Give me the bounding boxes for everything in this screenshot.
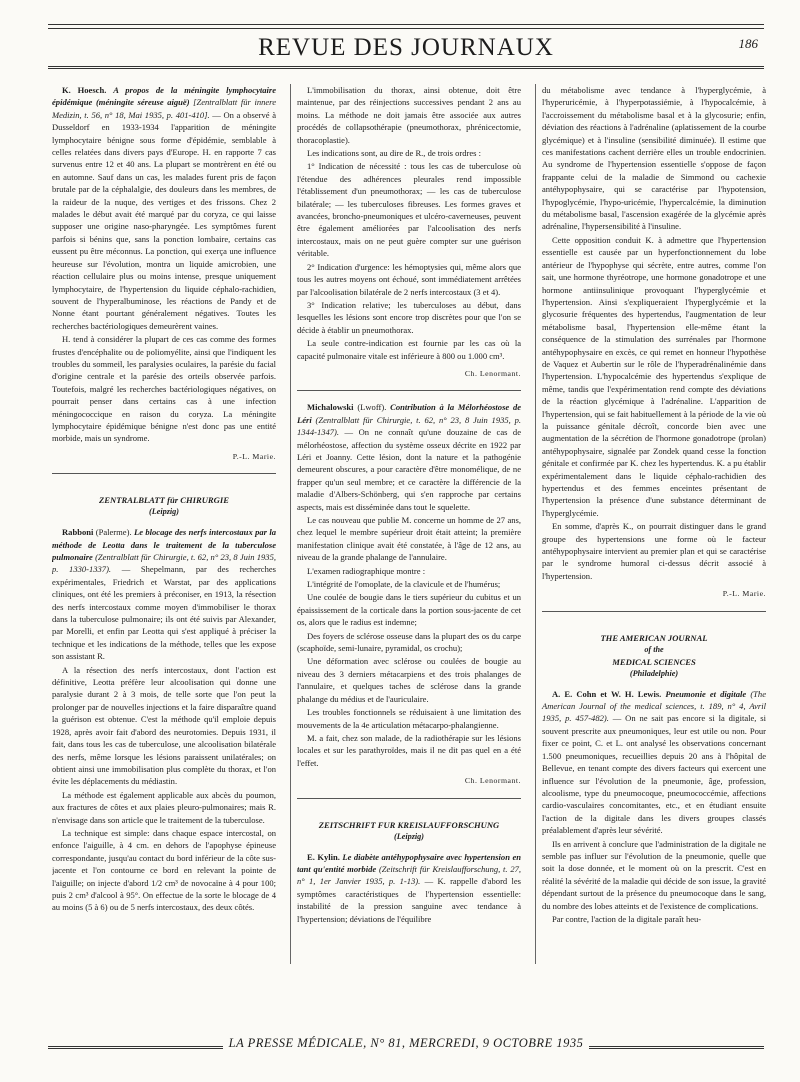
article-paragraph: Le cas nouveau que publie M. concerne un homme de 27 ans, chez lequel le membre supérieur droit était atteint; la première manifestation clinique avait été constatée, à l'âge de 12 ans, au niveau de la grande phalange de l'annulaire. [297, 515, 521, 563]
article-citation: (The American Journal of the medical sciences, t. 189, n° 4, Avril 1935, p. 457-482). [542, 688, 766, 724]
article-paragraph: En somme, d'après K., on pourrait distinguer dans le grand groupe des hypertensions une forme où le facteur antéhypophysaire intervient au premier plan et qui se caractérise par le syndrome humoral ci-dessus décrit associé à l'hypertension. [542, 521, 766, 581]
journal-name-part: MEDICAL SCIENCES [612, 656, 696, 667]
article-text: — On ne sait pas encore si la digitale, si souvent prescrite aux pneumoniques, leur est utile ou non. Pour fixer ce point, C. et L. ont analysé les observations concernant 1.500 pneumoniques, recueillies depuis 20 ans à l'hôpital de Bellevue, en tenant compte des divers facteurs qui exercent une influence sur l'évolution de la pneumonie, âge, profession, alcoolisme, type du pneumocoque, pneumococcémie, affections cardio-vasculaires concomitantes, etc., et en étudiant ensuite l'action de la digitale dans les divers groupes classés préalablement d'après leur sévérité. [542, 713, 766, 836]
article-paragraph: L'examen radiographique montre : [307, 565, 426, 576]
article-text: — Shepelmann, par des recherches expérimentales, Friedrich et Warstat, par des applications cliniques, ont été les premiers à préconiser, en 1913, la résection des nerfs intercostaux comme moyen d'immobiliser le thorax dans la tuberculose pulmonaire; ils ont été suivis par Alexander, par Morelli, et enfin par Leotta qui s'est appliqué à préciser la technique et les indications de la méthode, telles que les expose son assistant R. [52, 564, 276, 662]
article-signature: Ch. Lenormant. [464, 368, 521, 378]
article-paragraph: 2° Indication d'urgence: les hémoptysies qui, même alors que tous les autres moyens ont échoué, sont immédiatement arrêtées par l'alcoolisation bilatérale de 2 nerfs intercostaux (3 et 4). [297, 261, 521, 297]
journal-name: ZENTRALBLATT für CHIRURGIE [99, 495, 229, 506]
author-note: (Palerme). [95, 527, 132, 538]
journal-name: ZEITSCHRIFT FUR KREISLAUFFORSCHUNG [318, 819, 500, 830]
journal-heading-zentralblatt-chirurgie [52, 494, 276, 518]
article-paragraph: Les indications sont, au dire de R., de trois ordres : [307, 148, 481, 159]
article-title: Contribution à la Mélorhéostose de Léri [297, 402, 521, 425]
article-paragraph: Cette opposition conduit K. à admettre que l'hypertension essentielle est causée par un hyperfonctionnement du lobe antérieur de l'hypophyse qui sécrète, entre autres, comme l'on sait, une hormone thyréotrope, une hormone gonadotrope et une hormone antiinsulinique provoquant l'hyperglycémie et l'hypertension. Ainsi s'expliqueraient l'hyperglycémie et la glycosurie fréquentes des hypertendus, l'augmentation de leur métabolisme basal, l'hypertension elle-même étant la conséquence de la stimulation des surrénales par l'hormone antéhypophysaire en excès, ce qui remet en honneur l'hypothèse de Vaquez et Aubertin sur le rôle de l'hyperadrénalinémie dans l'hypertension. L'hypocalcémie des hypertendus s'explique de même, tandis que l'expérimentation rend compte des déviations de la réaction glycémique à l'adrénaline. L'apparition de l'hypertension, qui se fait habituellement à la période de la vie où la puissance génitale décroît, concorde bien avec une augmentation de la sécrétion de l'hormone gonadotrope (prolan) antéhypophysaire, signalée par Zondek quand cesse la fonction génitale et confirmée par K. chez les hypertendus. K. a pu établir expérimentalement dans le liquide céphalo-rachidien des hypertendus et des femmes enceintes présentant de l'hypertension la présence d'une substance déterminant de l'hyperglycémie. [542, 234, 766, 518]
article-separator [297, 798, 521, 799]
column-1 [52, 84, 276, 964]
journal-name: THE AMERICAN JOURNAL [600, 632, 708, 643]
article-title: Pneumonie et digitale [665, 688, 747, 699]
article-paragraph: A la résection des nerfs intercostaux, dont l'action est définitive, Leotta préfère leur alcoolisation qui donne une paralysie durant 2 à 3 mois, de telle sorte que l'on peut la prolonger par de nouvelles injections et la faire disparaître quand la guérison est obtenue. C'est la méthode qu'il emploie depuis 1928, après avoir fait d'abord des neurotomies. Depuis 1931, il fait, dans tous les cas de tuberculose, une alcoolisation bilatérale des nerfs, même lorsque les lésions paraissent unilatérales; on obtient ainsi une immobilisation plus complète du thorax, et l'on évite les déplacements du médiastin. [52, 664, 276, 787]
header-top-rule-2 [48, 28, 764, 29]
article-authors: K. Hoesch. [62, 85, 107, 95]
article-paragraph: 3° Indication relative; les tuberculoses au début, dans lesquelles les lésions sont encore trop discrètes pour que l'on se décide à établir un pneumothorax. [297, 299, 521, 335]
article-paragraph: Les troubles fonctionnels se réduisaient à une limitation des mouvements de la 4e articulation métacarpo-phalangienne. [297, 707, 521, 730]
journal-city: (Philadelphie) [629, 668, 679, 678]
article-signature: Ch. Lenormant. [464, 776, 521, 786]
article-citation: [Zentralblatt für innere Medizin, t. 56, n° 18, Mai 1935, p. 401-410]. [52, 97, 276, 120]
article-text: — On a observé à Dusseldorf en 1933-1934 l'apparition de méningite lymphocytaire bénigne sous forme d'épidémie, semblable à celles relatées dans divers pays d'Europe. H. en rapporte 7 cas survenus entre 12 et 40 ans. La plupart se montrèrent en été ou en automne. Sauf dans un cas, les malades furent pris de façon brutale par de la céphalalgie, des douleurs dans les membres, de la raideur de la nuque, des vertiges et des frissons. Chez 2 malades le début avait été marqué par du coryza, ce qui laisse supposer une origine naso-pharyngée. Les symptômes furent parfois si bénins que, sans la ponction lombaire, certains cas eussent pu être méconnus. La ponction, qui exerça une influence heureuse sur l'évolution, montra un liquide amicrobien, une réaction cellulaire plus ou moins intense, presque uniquement lymphocytaire, de l'hypertension du liquide céphalo-rachidien, souvent de l'hyperalbuminose, les réactions de Pandy et de Nonne étant pourtant généralement négatives. Toutes les recherches bactériologiques demeurèrent vaines. [52, 109, 276, 331]
article-columns [52, 84, 766, 964]
article-paragraph: La technique est simple: dans chaque espace intercostal, on enfonce l'aiguille, à 4 cm. en dehors de l'apophyse épineuse correspondante, jusqu'au contact du bord inférieur de la côte sus-jacente et l'on contourne ce bord en relevant la pointe de l'aiguille; on injecte d'abord 1/2 cm³ de novocaïne à 4 pour 100; puis 2 cm³ d'alcool à 95°. On effectue de la sorte le blocage de 4 au moins (5 à 6) ou de 5 nerfs intercostaux, des deux côtés. [52, 827, 276, 913]
article-separator [52, 473, 276, 474]
article-authors: Michalowski [307, 402, 354, 413]
page-header [48, 22, 764, 68]
article-paragraph: Une coulée de bougie dans le tiers supérieur du cubitus et un épaississement de la corticale dans la portion sous-jacente de cet os, alors que le radius est indemne; [297, 592, 521, 628]
journal-heading-kreislaufforschung [297, 819, 521, 843]
article-paragraph: M. a fait, chez son malade, de la radiothérapie sur les lésions locales et sur les parathyroïdes, mais il ne dit pas quel en a été l'effet. [297, 732, 521, 768]
article-paragraph: H. tend à considérer la plupart de ces cas comme des formes frustes d'encéphalite ou de poliomyélite, ainsi que l'indiquent les troubles du sommeil, les paralysies oculaires, la parésie du facial d'origine centrale et la parésie des orteils observée parfois. Toutefois, malgré les recherches bactériologiques négatives, on pourrait penser dans certains cas à une infection méningococcique en raison du coryza. La méningite lymphocytaire épidémique bénigne n'est donc pas une entité morbide, mais un syndrome. [52, 334, 276, 444]
article-signature: P.-L. Marie. [232, 451, 276, 461]
page-number: 186 [738, 36, 758, 51]
column-3 [535, 84, 766, 964]
journal-city: (Leipzig) [393, 831, 424, 841]
article-citation: (Zeitschrift für Kreislaufforschung, t. 27, n° 1, 1er Janvier 1935, p. 1-13). [297, 863, 521, 887]
article-title: A propos de la méningite lymphocytaire épidémique (méningite séreuse aiguë) [52, 85, 276, 108]
article-paragraph: Par contre, l'action de la digitale paraît heu- [552, 913, 702, 924]
article-rabboni [52, 526, 276, 662]
article-paragraph: L'immobilisation du thorax, ainsi obtenue, doit être maintenue, par des réinjections successives pendant 2 ans au moins. La méthode ne doit jamais être associée aux autres procédés de collapsothérapie (pneumothorax, phrénicectomie, thoracoplastie). [297, 85, 521, 145]
article-cohn-lewis [542, 688, 766, 837]
article-paragraph: Des foyers de sclérose osseuse dans la plupart des os du carpe (scaphoïde, semi-lunaire, pyramidal, os crochu); [297, 630, 521, 654]
article-hoesch [52, 84, 276, 332]
article-authors: A. E. Cohn et W. H. Lewis. [552, 688, 662, 699]
article-kylin [297, 851, 521, 925]
footer-text: LA PRESSE MÉDICALE, N° 81, MERCREDI, 9 OCTOBRE 1935 [223, 1036, 590, 1050]
article-authors: Rabboni [62, 527, 94, 538]
article-title: Le diabète antéhypophysaire avec hypertension en tant qu'entité morbide [297, 851, 521, 874]
page-footer [48, 1036, 764, 1060]
article-title: Le blocage des nerfs intercostaux par la méthode de Leotta dans le traitement de la tuberculose pulmonaire [52, 527, 276, 562]
footer-publication-line [48, 1036, 764, 1051]
article-paragraph: Ils en arrivent à conclure que l'administration de la digitale ne semble pas influer sur l'évolution de la pneumonie, quelle que soit la dose donnée, et le moment où on la prescrit. C'est en réalité la sévérité de la maladie qui décide de son issue, la gravité dépendant surtout de la présence du pneumocoque dans le sang, du nombre des lobes atteints et de l'existence de complications. [542, 838, 766, 911]
article-signature: P.-L. Marie. [722, 589, 766, 599]
article-citation: (Zentralblatt für Chirurgie, t. 62, n° 23, 8 Juin 1935, p. 1344-1347). [297, 414, 521, 438]
article-paragraph: La méthode est également applicable aux abcès du poumon, aux fractures de côtes et aux plaies pleuro-pulmonaires; mais R. n'envisage dans son article que le traitement de la tuberculose. [52, 789, 276, 825]
header-top-rule [48, 24, 764, 25]
article-authors: E. Kylin. [307, 851, 340, 862]
article-separator [297, 390, 521, 391]
column-2 [290, 84, 521, 964]
header-bottom-rule [48, 66, 764, 69]
article-text: — K. rappelle d'abord les symptômes caractéristiques de l'hypertension essentielle: instabilité de la pression sanguine avec tendance à l'hypertension; déviations de l'équilibre [297, 876, 521, 924]
article-michalowski [297, 401, 521, 513]
article-citation: (Zentralblatt für Chirurgie, t. 62, n° 23, 8 Juin 1935, p. 1330-1337). [52, 552, 276, 575]
journal-section-title: REVUE DES JOURNAUX [258, 34, 554, 61]
article-text: — On ne connaît qu'une douzaine de cas de mélorhéostose, affection du système osseux décrite en 1922 par Léri et Joanny. Cette lésion, dont la nature et la pathogénie demeurent obscures, a pour caractère d'être monomélique, de ne frapper qu'un seul membre; et ce caractère la différencie de la maladie d'Albers-Schönberg, qui s'en rapproche par certains aspects, mais est disséminée dans tout le squelette. [297, 427, 521, 512]
author-note: (Lwoff). [357, 402, 387, 413]
article-paragraph: du métabolisme avec tendance à l'hyperglycémie, à l'hyperuricémie, à l'hyperpotassiémie, à l'hypocalcémie, à l'accroissement du métabolisme basal et à la glycosurie; enfin, déviation des réactions à l'adrénaline (aplatissement de la courbe glycémique) et à l'insuline (sensibilité diminuée). Il estime que ces manifestations cachent derrière elles un trouble endocrinien. Au syndrome de l'hypertension essentielle s'oppose de façon frappante celui de la maladie de Simmond ou cachexie antéhypophysaire, qui se caractérise par l'hypotension, l'hypoglycémie, l'hypo-uricémie, l'hypercalcémie, la diminution du métabolisme basal, l'ascension exagérée de la glycémie après adrénaline, l'hypersensibilité à l'insuline. [542, 85, 766, 232]
article-paragraph: Une déformation avec sclérose ou coulées de bougie au niveau des 3 derniers métacarpiens et des trois phalanges de l'annulaire, et quelques taches de sclérose dans la grande phalange du médius et de l'auriculaire. [297, 656, 521, 704]
article-separator [542, 611, 766, 612]
article-paragraph: La seule contre-indication est fournie par les cas où la capacité pulmonaire vitale est inférieure à 800 ou 1.000 cm³. [297, 338, 521, 361]
journal-heading-american-journal [542, 632, 766, 680]
journal-city: (Leipzig) [148, 507, 179, 517]
article-paragraph: L'intégrité de l'omoplate, de la clavicule et de l'humérus; [307, 579, 501, 590]
article-paragraph: 1° Indication de nécessité : tous les cas de tuberculose où l'étendue des adhérences pleurales rend impossible l'établissement d'un pneumothorax; — les cas de tuberculose bilatérale; — les tuberculoses fibreuses. Les formes graves et avancées, broncho-pneumoniques et ulcéro-caverneuses, peuvent être également améliorées par l'alcoolisation des nerfs intercostaux, mais on ne peut guère compter sur une guérison véritable. [297, 161, 521, 259]
journal-name-part: of the [644, 644, 664, 654]
